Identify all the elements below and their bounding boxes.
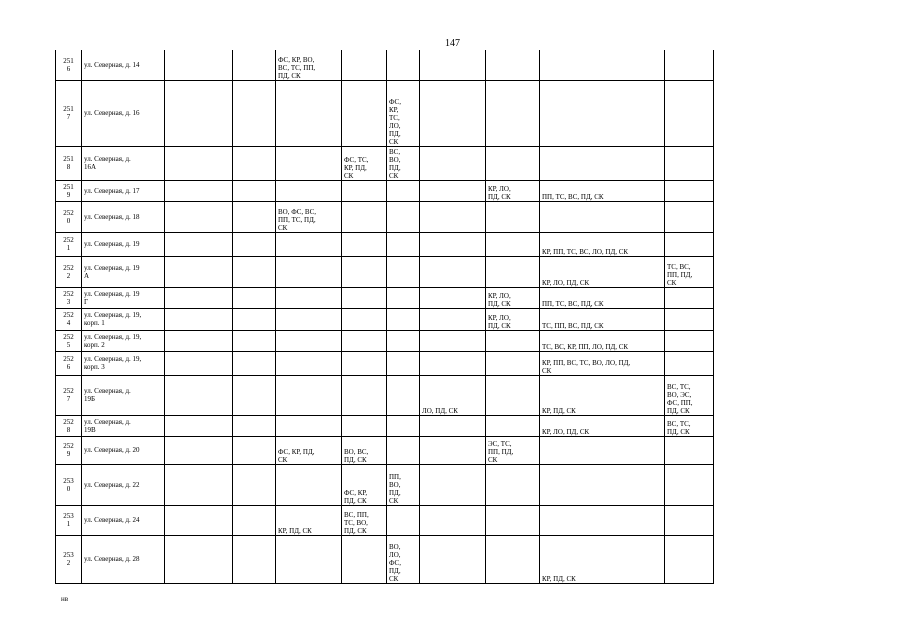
- empty-cell: [165, 232, 233, 256]
- table-row: [56, 535, 714, 583]
- codes-cell: КР, ЛО, ПД, СК: [540, 256, 665, 287]
- address-cell: ул. Северная, д. 20: [82, 436, 165, 464]
- empty-cell: [165, 146, 233, 180]
- codes-cell: ВО, ФС, ВС, ПП, ТС, ПД, СК: [276, 201, 342, 232]
- table-row: [56, 180, 714, 201]
- empty-cell: [233, 146, 276, 180]
- address-cell: ул. Северная, д. 16: [82, 80, 165, 146]
- codes-cell: [276, 287, 342, 308]
- table-row: [56, 505, 714, 535]
- empty-cell: [233, 180, 276, 201]
- empty-cell: [165, 351, 233, 375]
- empty-cell: [233, 464, 276, 505]
- row-number: 252 7: [56, 375, 82, 415]
- codes-cell: [486, 375, 540, 415]
- codes-cell: [420, 80, 486, 146]
- codes-cell: [420, 505, 486, 535]
- codes-cell: [665, 201, 714, 232]
- empty-cell: [165, 375, 233, 415]
- row-number: 252 4: [56, 308, 82, 330]
- empty-cell: [233, 375, 276, 415]
- empty-cell: [233, 351, 276, 375]
- codes-cell: ФС, КР, ВО, ВС, ТС, ПП, ПД, СК: [276, 50, 342, 80]
- codes-cell: [276, 308, 342, 330]
- codes-cell: КР, ЛО, ПД, СК: [486, 180, 540, 201]
- empty-cell: [165, 287, 233, 308]
- codes-cell: [665, 287, 714, 308]
- codes-cell: [387, 330, 420, 351]
- codes-cell: [420, 330, 486, 351]
- address-cell: ул. Северная, д. 17: [82, 180, 165, 201]
- address-cell: ул. Северная, д. 16А: [82, 146, 165, 180]
- row-number: 251 8: [56, 146, 82, 180]
- address-cell: ул. Северная, д. 19В: [82, 415, 165, 436]
- codes-cell: [420, 256, 486, 287]
- table-row: [56, 464, 714, 505]
- codes-cell: [387, 180, 420, 201]
- table-row: [56, 436, 714, 464]
- empty-cell: [165, 256, 233, 287]
- codes-cell: [276, 80, 342, 146]
- codes-cell: КР, ПД, СК: [276, 505, 342, 535]
- row-number: 251 9: [56, 180, 82, 201]
- codes-cell: ПП, ТС, ВС, ПД, СК: [540, 287, 665, 308]
- codes-cell: КР, ЛО, ПД, СК: [486, 308, 540, 330]
- codes-cell: [342, 415, 387, 436]
- codes-cell: [420, 351, 486, 375]
- address-cell: ул. Северная, д. 19: [82, 232, 165, 256]
- codes-cell: [387, 351, 420, 375]
- codes-cell: [387, 505, 420, 535]
- row-number: 252 1: [56, 232, 82, 256]
- empty-cell: [233, 330, 276, 351]
- codes-cell: [342, 308, 387, 330]
- table-row: [56, 287, 714, 308]
- codes-cell: [486, 535, 540, 583]
- codes-cell: [276, 146, 342, 180]
- address-cell: ул. Северная, д. 18: [82, 201, 165, 232]
- row-number: 253 2: [56, 535, 82, 583]
- codes-cell: ФС, КР, ПД, СК: [342, 464, 387, 505]
- codes-cell: [540, 436, 665, 464]
- codes-cell: [342, 50, 387, 80]
- row-number: 252 5: [56, 330, 82, 351]
- table-row: [56, 415, 714, 436]
- address-cell: ул. Северная, д. 19, корп. 1: [82, 308, 165, 330]
- codes-cell: [665, 505, 714, 535]
- codes-cell: ВО, ЛО, ФС, ПД, СК: [387, 535, 420, 583]
- table-row: [56, 201, 714, 232]
- page-number: 147: [445, 38, 460, 49]
- codes-cell: [276, 180, 342, 201]
- codes-cell: ВО, ВС, ПД, СК: [342, 436, 387, 464]
- codes-cell: [420, 201, 486, 232]
- empty-cell: [165, 505, 233, 535]
- codes-cell: ТС, ВС, КР, ПП, ЛО, ПД, СК: [540, 330, 665, 351]
- codes-cell: [486, 80, 540, 146]
- address-cell: ул. Северная, д. 14: [82, 50, 165, 80]
- codes-cell: [342, 80, 387, 146]
- codes-cell: ФС, КР, ПД, СК: [276, 436, 342, 464]
- codes-cell: [540, 80, 665, 146]
- codes-cell: [342, 201, 387, 232]
- codes-cell: ФС, ТС, КР, ПД, СК: [342, 146, 387, 180]
- codes-cell: [420, 287, 486, 308]
- codes-cell: ЭС, ТС, ПП, ПД, СК: [486, 436, 540, 464]
- row-number: 251 7: [56, 80, 82, 146]
- codes-cell: [276, 464, 342, 505]
- codes-cell: [276, 232, 342, 256]
- codes-cell: [486, 330, 540, 351]
- row-number: 252 3: [56, 287, 82, 308]
- address-cell: ул. Северная, д. 19, корп. 2: [82, 330, 165, 351]
- codes-cell: [665, 436, 714, 464]
- row-number: 253 1: [56, 505, 82, 535]
- codes-cell: [540, 505, 665, 535]
- empty-cell: [233, 308, 276, 330]
- codes-cell: [540, 464, 665, 505]
- codes-cell: [420, 50, 486, 80]
- codes-cell: [387, 256, 420, 287]
- table-row: [56, 256, 714, 287]
- codes-cell: [342, 330, 387, 351]
- row-number: 252 9: [56, 436, 82, 464]
- codes-cell: [665, 146, 714, 180]
- codes-cell: КР, ПД, СК: [540, 535, 665, 583]
- codes-cell: [342, 180, 387, 201]
- codes-cell: [276, 375, 342, 415]
- codes-cell: ВС, ВО, ПД, СК: [387, 146, 420, 180]
- table-row: [56, 308, 714, 330]
- codes-cell: [420, 308, 486, 330]
- row-number: 252 8: [56, 415, 82, 436]
- table-row: [56, 80, 714, 146]
- address-cell: ул. Северная, д. 19Б: [82, 375, 165, 415]
- table-row: [56, 330, 714, 351]
- codes-cell: [665, 50, 714, 80]
- empty-cell: [165, 201, 233, 232]
- empty-cell: [233, 232, 276, 256]
- codes-cell: КР, ПП, ТС, ВС, ЛО, ПД, СК: [540, 232, 665, 256]
- table-row: [56, 375, 714, 415]
- empty-cell: [165, 436, 233, 464]
- empty-cell: [233, 535, 276, 583]
- codes-cell: [387, 436, 420, 464]
- empty-cell: [233, 50, 276, 80]
- row-number: 252 6: [56, 351, 82, 375]
- empty-cell: [165, 80, 233, 146]
- empty-cell: [233, 201, 276, 232]
- register-table-body: [56, 50, 714, 583]
- codes-cell: [665, 180, 714, 201]
- address-cell: ул. Северная, д. 19, корп. 3: [82, 351, 165, 375]
- codes-cell: [665, 232, 714, 256]
- empty-cell: [165, 415, 233, 436]
- codes-cell: ВС, ТС, ПД, СК: [665, 415, 714, 436]
- empty-cell: [165, 50, 233, 80]
- codes-cell: [387, 308, 420, 330]
- codes-cell: ПП, ТС, ВС, ПД, СК: [540, 180, 665, 201]
- empty-cell: [233, 256, 276, 287]
- address-cell: ул. Северная, д. 22: [82, 464, 165, 505]
- codes-cell: [387, 50, 420, 80]
- codes-cell: ТС, ВС, ПП, ПД, СК: [665, 256, 714, 287]
- row-number: 251 6: [56, 50, 82, 80]
- empty-cell: [233, 80, 276, 146]
- codes-cell: [420, 146, 486, 180]
- codes-cell: ВС, ПП, ТС, ВО, ПД, СК: [342, 505, 387, 535]
- codes-cell: [342, 375, 387, 415]
- codes-cell: [540, 146, 665, 180]
- table-row: [56, 50, 714, 80]
- address-cell: ул. Северная, д. 24: [82, 505, 165, 535]
- codes-cell: [665, 351, 714, 375]
- codes-cell: [665, 535, 714, 583]
- footer-note: нв: [61, 595, 69, 603]
- empty-cell: [233, 505, 276, 535]
- table-row: [56, 146, 714, 180]
- codes-cell: [420, 535, 486, 583]
- codes-cell: [387, 415, 420, 436]
- codes-cell: [387, 232, 420, 256]
- codes-cell: [665, 464, 714, 505]
- codes-cell: [387, 201, 420, 232]
- codes-cell: [486, 50, 540, 80]
- codes-cell: [276, 256, 342, 287]
- codes-cell: [276, 330, 342, 351]
- codes-cell: ФС, КР, ТС, ЛО, ПД, СК: [387, 80, 420, 146]
- empty-cell: [165, 330, 233, 351]
- codes-cell: [665, 330, 714, 351]
- table-row: [56, 351, 714, 375]
- codes-cell: [342, 256, 387, 287]
- codes-cell: [276, 535, 342, 583]
- codes-cell: [276, 415, 342, 436]
- row-number: 252 0: [56, 201, 82, 232]
- codes-cell: [486, 146, 540, 180]
- codes-cell: [420, 232, 486, 256]
- empty-cell: [165, 180, 233, 201]
- empty-cell: [165, 308, 233, 330]
- codes-cell: ЛО, ПД, СК: [420, 375, 486, 415]
- row-number: 252 2: [56, 256, 82, 287]
- codes-cell: [486, 505, 540, 535]
- codes-cell: [342, 232, 387, 256]
- codes-cell: КР, ЛО, ПД, СК: [540, 415, 665, 436]
- codes-cell: [387, 375, 420, 415]
- empty-cell: [165, 535, 233, 583]
- codes-cell: [540, 201, 665, 232]
- codes-cell: ПП, ВО, ПД, СК: [387, 464, 420, 505]
- address-cell: ул. Северная, д. 19 Г: [82, 287, 165, 308]
- codes-cell: КР, ПП, ВС, ТС, ВО, ЛО, ПД, СК: [540, 351, 665, 375]
- codes-cell: [486, 464, 540, 505]
- address-cell: ул. Северная, д. 28: [82, 535, 165, 583]
- codes-cell: [342, 351, 387, 375]
- codes-cell: [540, 50, 665, 80]
- codes-cell: [342, 287, 387, 308]
- codes-cell: [665, 308, 714, 330]
- codes-cell: [420, 436, 486, 464]
- empty-cell: [165, 464, 233, 505]
- address-cell: ул. Северная, д. 19 А: [82, 256, 165, 287]
- codes-cell: КР, ЛО, ПД, СК: [486, 287, 540, 308]
- codes-cell: [420, 415, 486, 436]
- codes-cell: [486, 232, 540, 256]
- codes-cell: [342, 535, 387, 583]
- codes-cell: [276, 351, 342, 375]
- codes-cell: КР, ПД, СК: [540, 375, 665, 415]
- empty-cell: [233, 287, 276, 308]
- codes-cell: [665, 80, 714, 146]
- row-number: 253 0: [56, 464, 82, 505]
- codes-cell: [420, 180, 486, 201]
- codes-cell: [486, 415, 540, 436]
- register-table: [55, 50, 714, 584]
- empty-cell: [233, 436, 276, 464]
- codes-cell: ВС, ТС, ВО, ЭС, ФС, ПП, ПД, СК: [665, 375, 714, 415]
- codes-cell: ТС, ПП, ВС, ПД, СК: [540, 308, 665, 330]
- codes-cell: [486, 201, 540, 232]
- codes-cell: [387, 287, 420, 308]
- empty-cell: [233, 415, 276, 436]
- codes-cell: [486, 256, 540, 287]
- codes-cell: [486, 351, 540, 375]
- codes-cell: [420, 464, 486, 505]
- table-row: [56, 232, 714, 256]
